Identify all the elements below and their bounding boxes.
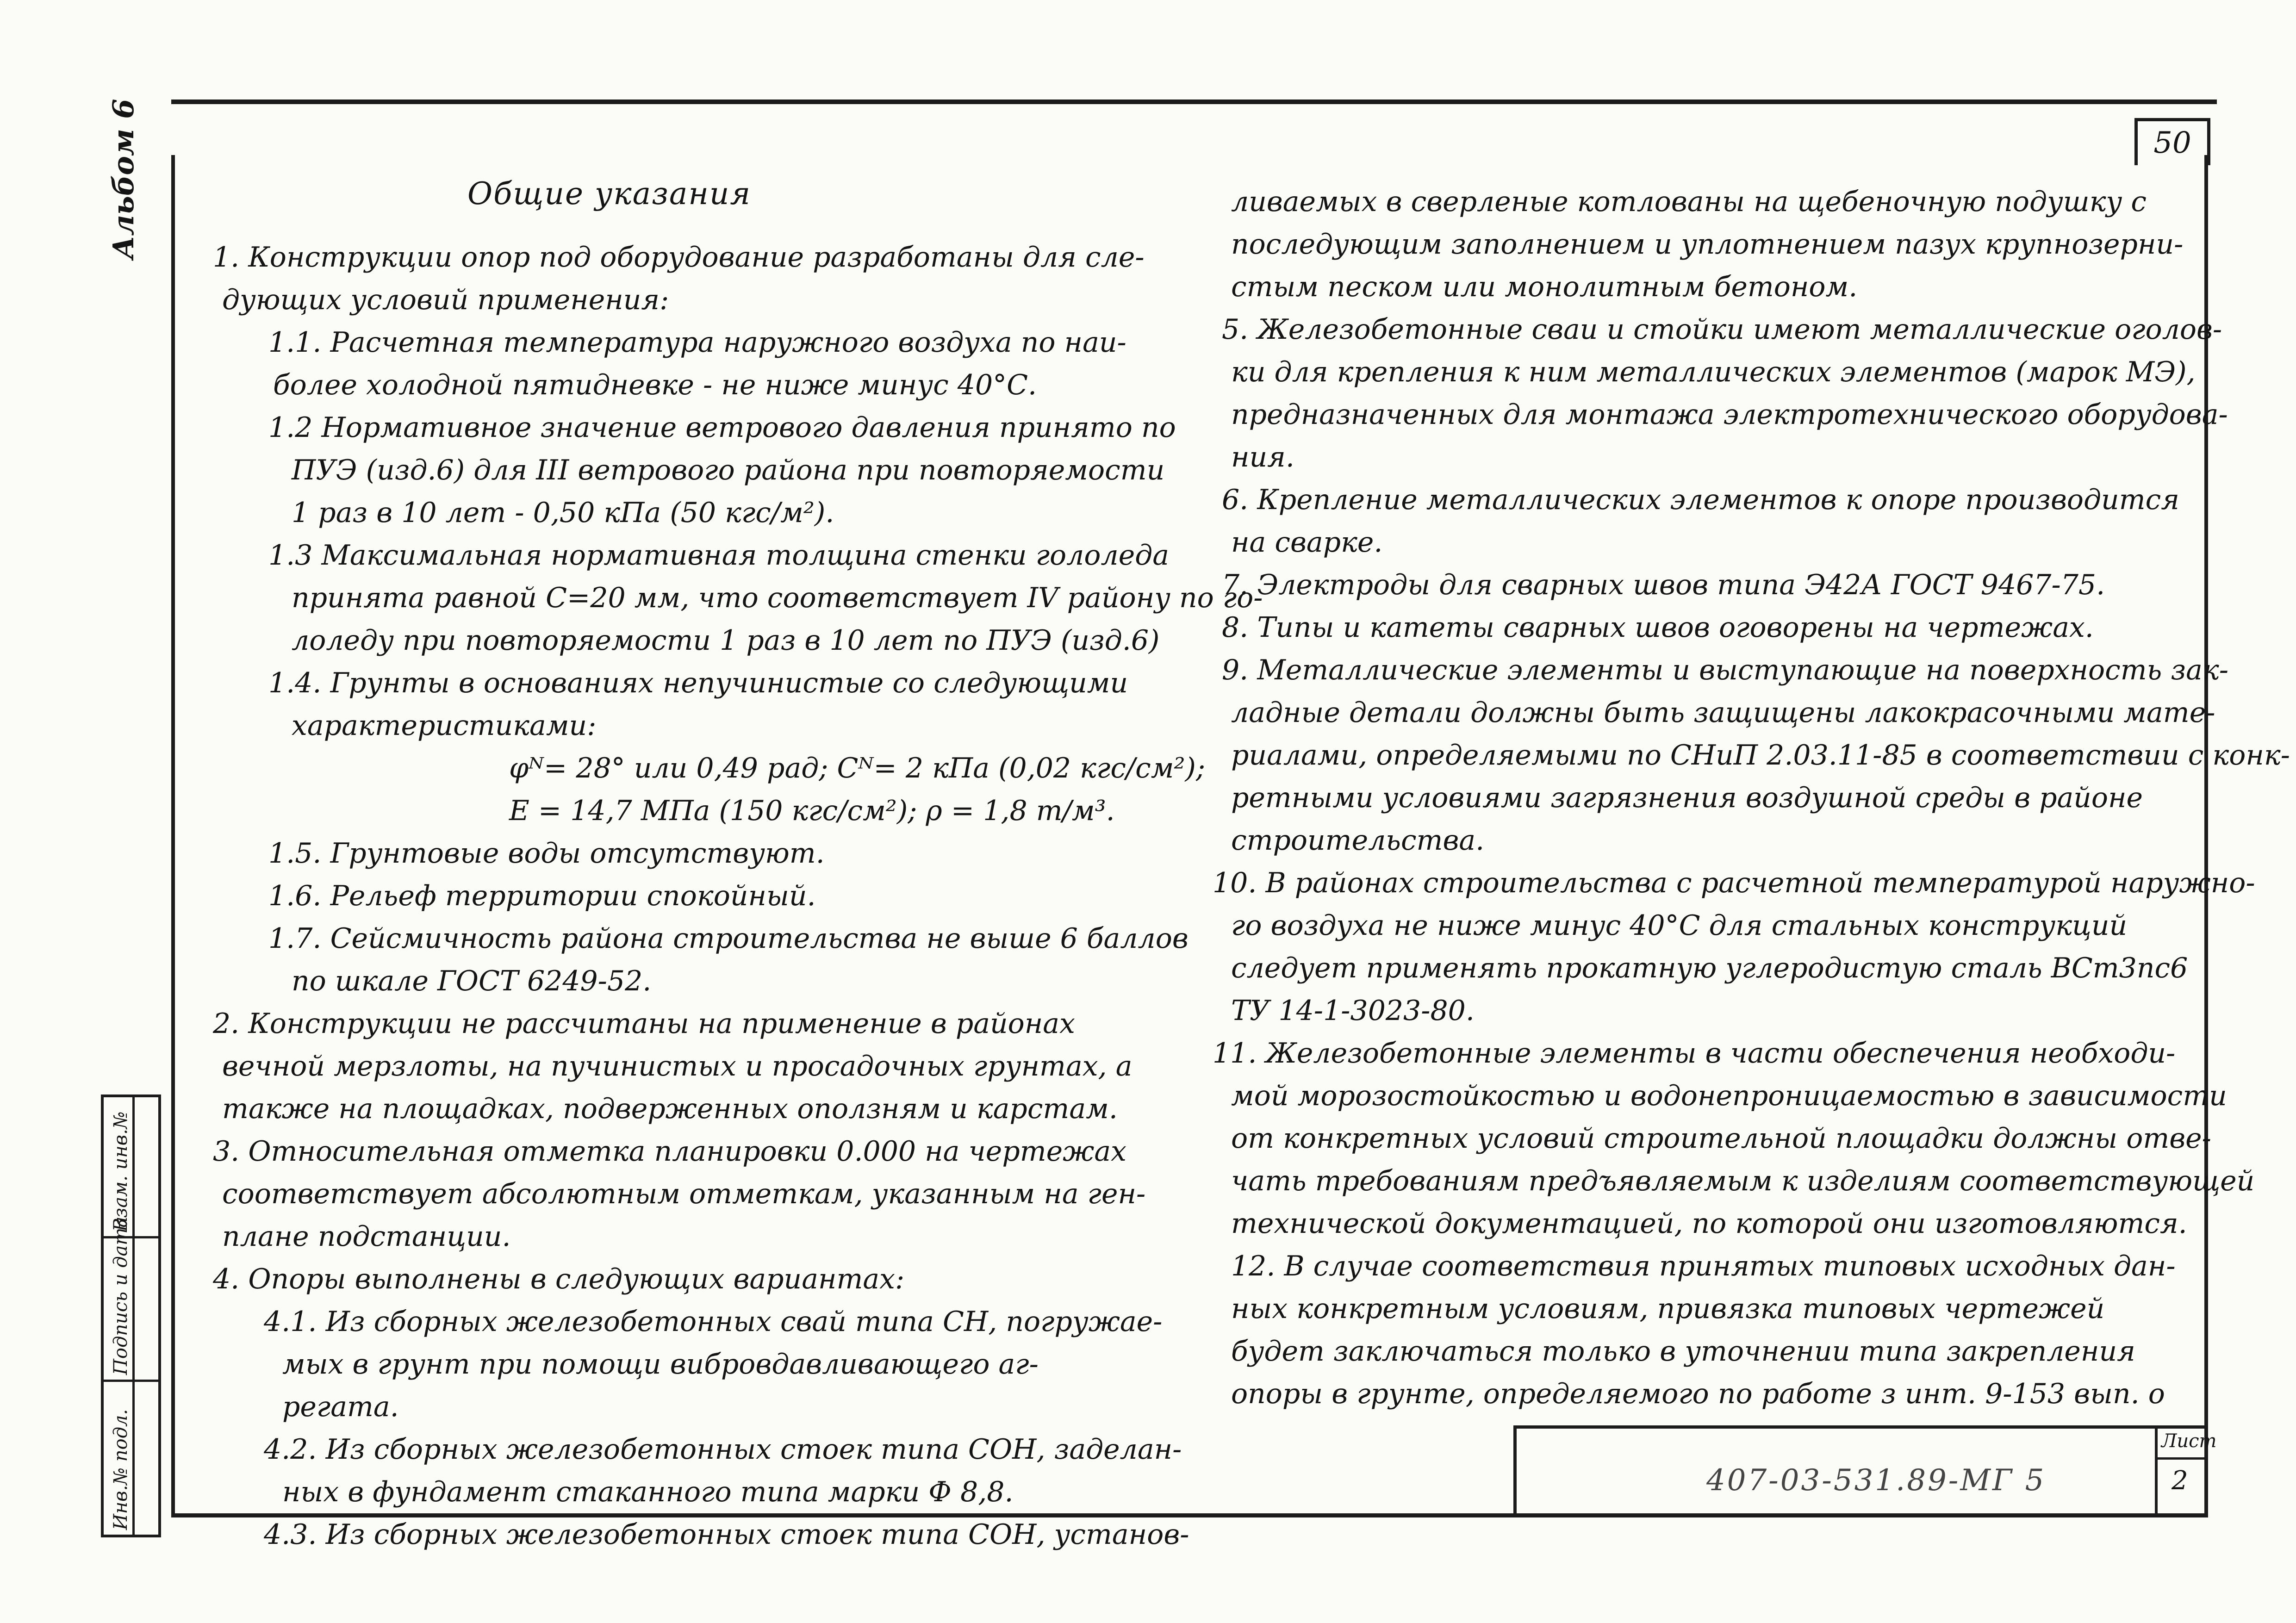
text-line: ТУ 14-1-3023-80. — [1231, 995, 1475, 1027]
text-line: строительства. — [1231, 824, 1485, 857]
text-line: соответствует абсолютным отметкам, указанным на ген- — [222, 1178, 1146, 1210]
text-line: 4.2. Из сборных железобетонных стоек типа СОН, заделан- — [264, 1433, 1182, 1466]
text-line: 1.3 Максимальная нормативная толщина стенки гололеда — [268, 539, 1170, 572]
page-title: Общие указания — [467, 176, 752, 211]
text-line: принята равной С=20 мм, что соответствует IV району по го- — [292, 582, 1263, 614]
side-stamp-inventory-label: Инв.№ подл. — [110, 1409, 131, 1530]
left-text-column — [213, 236, 1263, 1556]
side-stamp — [101, 1094, 161, 1537]
text-line: на сварке. — [1231, 526, 1383, 559]
side-stamp-replace-label: Взам. инв.№ — [110, 1111, 131, 1231]
text-line: характеристиками: — [292, 709, 597, 742]
text-line: 1.7. Сейсмичность района строительства не выше 6 баллов — [268, 922, 1188, 955]
text-line: мых в грунт при помощи вибровдавливающего аг- — [282, 1348, 1039, 1380]
title-block — [1513, 1425, 2217, 1517]
side-stamp-row-line — [104, 1236, 158, 1238]
text-line: 10. В районах строительства с расчетной температурой наружно- — [1213, 867, 2255, 899]
text-line: регата. — [282, 1391, 399, 1423]
text-line: 3. Относительная отметка планировки 0.000 на чертежах — [213, 1135, 1126, 1168]
text-line: по шкале ГОСТ 6249-52. — [292, 965, 652, 997]
text-line: технической документацией, по которой они изготовляются. — [1231, 1207, 2187, 1240]
text-line: стым песком или монолитным бетоном. — [1231, 271, 1858, 303]
text-line: ретными условиями загрязнения воздушной среды в районе — [1231, 782, 2143, 814]
text-line: 1.4. Грунты в основаниях непучинистые со следующими — [268, 667, 1128, 699]
text-line: ливаемых в сверленые котлованы на щебеночную подушку с — [1231, 186, 2147, 218]
text-line: 1. Конструкции опор под оборудование разработаны для сле- — [213, 241, 1145, 274]
sheet-separator — [2158, 1457, 2206, 1460]
text-line: плане подстанции. — [222, 1220, 511, 1253]
text-line: предназначенных для монтажа электротехнического оборудова- — [1231, 398, 2228, 431]
text-line: φᴺ= 28° или 0,49 рад; Сᴺ= 2 кПа (0,02 кгс/см²); — [509, 752, 1206, 784]
text-line: го воздуха не ниже минус 40°С для стальных конструкций — [1231, 909, 2128, 942]
text-line: ладные детали должны быть защищены лакокрасочными мате- — [1231, 696, 2215, 729]
text-line: опоры в грунте, определяемого по работе з инт. 9-153 вып. о — [1231, 1378, 2165, 1410]
text-line: 5. Железобетонные сваи и стойки имеют металлические оголов- — [1222, 313, 2222, 346]
document-code: 407-03-531.89-МГ 5 — [1706, 1463, 2046, 1498]
text-line: 4. Опоры выполнены в следующих вариантах: — [213, 1263, 905, 1295]
text-line: последующим заполнением и уплотнением пазух крупнозерни- — [1231, 228, 2184, 261]
side-stamp-row-line — [104, 1380, 158, 1382]
text-line: ных в фундамент стаканного типа марки Ф 8,8. — [282, 1476, 1014, 1508]
text-line: 2. Конструкции не рассчитаны на применение в районах — [213, 1007, 1075, 1040]
text-line: 1.1. Расчетная температура наружного воздуха по наи- — [268, 326, 1126, 359]
text-line: вечной мерзлоты, на пучинистых и просадочных грунтах, а — [222, 1050, 1132, 1082]
text-line: ки для крепления к ним металлических элементов (марок МЭ), — [1231, 356, 2196, 388]
text-line: 1.5. Грунтовые воды отсутствуют. — [268, 837, 825, 870]
text-line: дующих условий применения: — [222, 284, 669, 316]
text-line: Е = 14,7 МПа (150 кгс/см²); ρ = 1,8 т/м³. — [509, 795, 1115, 827]
album-label: Альбом 6 — [106, 99, 140, 259]
text-line: 1 раз в 10 лет - 0,50 кПа (50 кгс/м²). — [292, 497, 834, 529]
sheet-number: 2 — [2172, 1466, 2188, 1496]
text-line: 8. Типы и катеты сварных швов оговорены на чертежах. — [1222, 611, 2094, 644]
text-line: 11. Железобетонные элементы в части обеспечения необходи- — [1213, 1037, 2176, 1070]
text-line: 1.2 Нормативное значение ветрового давления принято по — [268, 411, 1176, 444]
sheet-label: Лист — [2161, 1430, 2217, 1452]
right-text-column — [1203, 180, 2290, 1415]
text-line: 12. В случае соответствия принятых типовых исходных дан- — [1231, 1250, 2176, 1282]
page-number: 50 — [2134, 118, 2210, 165]
text-line: чать требованиям предъявляемым к изделиям соответствующей — [1231, 1165, 2255, 1197]
text-line: 1.6. Рельеф территории спокойный. — [268, 880, 816, 912]
text-line: от конкретных условий строительной площадки должны отве- — [1231, 1122, 2211, 1155]
text-line: будет заключаться только в уточнении типа закрепления — [1231, 1335, 2135, 1368]
text-line: лоледу при повторяемости 1 раз в 10 лет по ПУЭ (изд.6) — [292, 624, 1160, 657]
text-line: также на площадках, подверженных оползням и карстам. — [222, 1093, 1118, 1125]
text-line: мой морозостойкостью и водонепроницаемостью в зависимости — [1231, 1080, 2227, 1112]
sheet-cell — [2155, 1429, 2217, 1517]
top-rule — [171, 99, 2217, 104]
text-line: ПУЭ (изд.6) для III ветрового района при повторяемости — [292, 454, 1165, 486]
text-line: 7. Электроды для сварных швов типа Э42А ГОСТ 9467-75. — [1222, 569, 2105, 601]
text-line: 4.3. Из сборных железобетонных стоек типа СОН, установ- — [264, 1518, 1189, 1551]
text-line: 4.1. Из сборных железобетонных свай типа СН, погружае- — [264, 1306, 1163, 1338]
side-stamp-divider — [132, 1097, 135, 1535]
text-line: 6. Крепление металлических элементов к опоре производится — [1222, 484, 2179, 516]
text-line: ных конкретным условиям, привязка типовых чертежей — [1231, 1293, 2105, 1325]
text-line: ния. — [1231, 441, 1294, 473]
text-line: следует применять прокатную углеродистую сталь ВСт3пс6 — [1231, 952, 2188, 984]
text-line: 9. Металлические элементы и выступающие на поверхность зак- — [1222, 654, 2228, 686]
text-line: риалами, определяемыми по СНиП 2.03.11-85 в соответствии с конк- — [1231, 739, 2290, 771]
text-line: более холодной пятидневке - не ниже минус 40°С. — [273, 369, 1037, 401]
side-stamp-signature-label: Подпись и дата — [110, 1216, 131, 1375]
